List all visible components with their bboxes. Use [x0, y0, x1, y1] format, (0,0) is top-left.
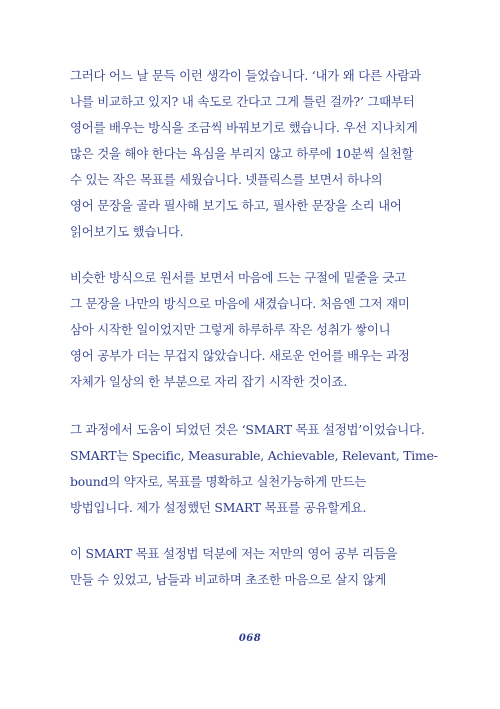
text-line: 읽어보기도 했습니다. — [70, 224, 184, 239]
text-line: 이 SMART 목표 설정법 덕분에 저는 저만의 영어 공부 리듬을 — [70, 546, 398, 561]
text-line: 수 있는 작은 목표를 세웠습니다. 넷플릭스를 보면서 하나의 — [70, 172, 383, 187]
text-line: 영어를 배우는 방식을 조금씩 바꿔보기로 했습니다. 우선 지나치게 — [70, 120, 418, 135]
paragraph-3 — [70, 417, 438, 521]
text-line: 그러다 어느 날 문득 이런 생각이 들었습니다. ‘내가 왜 다른 사람과 — [70, 68, 421, 83]
paragraph-1 — [70, 63, 432, 245]
text-line: 영어 공부가 더는 무겁지 않았습니다. 새로운 언어를 배우는 과정 — [70, 348, 410, 363]
page-number: 068 — [238, 633, 262, 644]
text-line: 만들 수 있었고, 남들과 비교하며 초조한 마음으로 살지 않게 — [70, 572, 387, 587]
text-line: 방법입니다. 제가 설정했던 SMART 목표를 공유할게요. — [70, 500, 367, 515]
text-line: SMART는 Specific, Measurable, Achievable, Relevant, Time- — [70, 448, 438, 463]
paragraph-4 — [70, 541, 432, 593]
text-line: 그 문장을 나만의 방식으로 마음에 새겼습니다. 처음엔 그저 재미 — [70, 296, 410, 311]
text-line: 영어 문장을 골라 필사해 보기도 하고, 필사한 문장을 소리 내어 — [70, 198, 402, 213]
paragraph-2 — [70, 265, 432, 395]
text-line: 자체가 일상의 한 부분으로 자리 잡기 시작한 것이죠. — [70, 374, 348, 389]
text-line: 삼아 시작한 일이었지만 그렇게 하루하루 작은 성취가 쌓이니 — [70, 322, 391, 337]
text-line: 나를 비교하고 있지? 내 속도로 간다고 그게 틀린 걸까?’ 그때부터 — [70, 94, 415, 109]
text-line: bound의 약자로, 목표를 명확하고 실천가능하게 만드는 — [70, 474, 367, 489]
text-line: 많은 것을 해야 한다는 욕심을 부리지 않고 하루에 10분씩 실천할 — [70, 146, 414, 161]
text-line: 비슷한 방식으로 원서를 보면서 마음에 드는 구절에 밑줄을 긋고 — [70, 270, 406, 285]
text-line: 그 과정에서 도움이 되었던 것은 ‘SMART 목표 설정법’이었습니다. — [70, 422, 425, 437]
